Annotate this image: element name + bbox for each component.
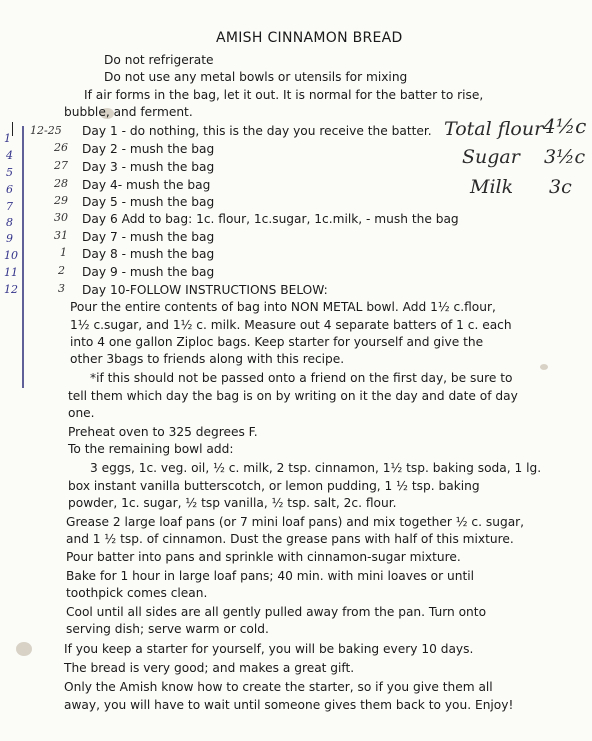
handwritten-note: Total flour: [444, 118, 544, 140]
handwritten-day-number: 1: [4, 132, 11, 145]
body-line: box instant vanilla butterscotch, or lemon pudding, 1 ½ tsp. baking: [68, 479, 480, 493]
body-line: The bread is very good; and makes a great gift.: [64, 661, 355, 675]
handwritten-note: 4½c: [543, 114, 587, 138]
handwritten-day-number: 7: [6, 200, 13, 213]
handwritten-date: 26: [54, 141, 68, 154]
body-line: powder, 1c. sugar, ½ tsp vanilla, ½ tsp. salt, 2c. flour.: [68, 496, 397, 510]
handwritten-date: 27: [54, 159, 68, 172]
margin-tick: [12, 122, 13, 136]
handwritten-note: 3½c: [544, 146, 586, 168]
body-line: toothpick comes clean.: [66, 586, 208, 600]
handwritten-date: 28: [54, 177, 68, 190]
body-line: into 4 one gallon Ziploc bags. Keep starter for yourself and give the: [70, 335, 484, 349]
body-line: Bake for 1 hour in large loaf pans; 40 min. with mini loaves or until: [66, 569, 475, 583]
instruction-line: bubble, and ferment.: [64, 105, 193, 119]
instruction-line: If air forms in the bag, let it out. It is normal for the batter to rise,: [84, 88, 484, 102]
body-line: *if this should not be passed onto a friend on the first day, be sure to: [90, 371, 513, 385]
handwritten-day-number: 9: [6, 232, 13, 245]
margin-ink-line: [22, 126, 24, 388]
handwritten-date: 29: [54, 194, 68, 207]
body-line: Cool until all sides are all gently pulled away from the pan. Turn onto: [66, 605, 487, 619]
body-line: one.: [68, 406, 95, 420]
handwritten-day-number: 4: [6, 149, 13, 162]
handwritten-date: 2: [58, 264, 65, 277]
handwritten-note: Milk: [470, 176, 514, 198]
day-line: Day 8 - mush the bag: [82, 247, 215, 261]
body-line: Only the Amish know how to create the starter, so if you give them all: [64, 680, 493, 694]
instruction-line: Do not use any metal bowls or utensils for mixing: [104, 70, 408, 84]
body-line: Grease 2 large loaf pans (or 7 mini loaf pans) and mix together ½ c. sugar,: [66, 515, 525, 529]
day-line: Day 1 - do nothing, this is the day you receive the batter.: [82, 124, 432, 138]
stain-mark: [540, 364, 548, 370]
handwritten-date: 3: [58, 282, 65, 295]
handwritten-note: Sugar: [462, 146, 520, 168]
handwritten-date: 12-25: [30, 124, 62, 137]
handwritten-day-number: 8: [6, 216, 13, 229]
body-line: serving dish; serve warm or cold.: [66, 622, 269, 636]
body-line: Preheat oven to 325 degrees F.: [68, 425, 258, 439]
handwritten-date: 1: [60, 246, 67, 259]
handwritten-day-number: 10: [4, 249, 18, 262]
body-line: away, you will have to wait until someone gives them back to you. Enjoy!: [64, 698, 514, 712]
body-line: other 3bags to friends along with this recipe.: [70, 352, 345, 366]
body-line: 3 eggs, 1c. veg. oil, ½ c. milk, 2 tsp. cinnamon, 1½ tsp. baking soda, 1 lg.: [90, 461, 542, 475]
day-line: Day 4- mush the bag: [82, 178, 211, 192]
day-line: Day 7 - mush the bag: [82, 230, 215, 244]
body-line: Pour batter into pans and sprinkle with cinnamon-sugar mixture.: [66, 550, 461, 564]
instruction-line: Do not refrigerate: [104, 53, 214, 67]
body-line: If you keep a starter for yourself, you will be baking every 10 days.: [64, 642, 474, 656]
day-line: Day 9 - mush the bag: [82, 265, 215, 279]
body-line: Pour the entire contents of bag into NON METAL bowl. Add 1½ c.flour,: [70, 300, 496, 314]
body-line: 1½ c.sugar, and 1½ c. milk. Measure out 4 separate batters of 1 c. each: [70, 318, 512, 332]
day-line: Day 10-FOLLOW INSTRUCTIONS BELOW:: [82, 283, 328, 297]
handwritten-day-number: 12: [4, 283, 18, 296]
handwritten-day-number: 11: [4, 266, 18, 279]
day-line: Day 3 - mush the bag: [82, 160, 215, 174]
day-line: Day 5 - mush the bag: [82, 195, 215, 209]
stain-mark: [16, 642, 32, 656]
page-title: AMISH CINNAMON BREAD: [216, 30, 403, 46]
body-line: tell them which day the bag is on by writing on it the day and date of day: [68, 389, 518, 403]
day-line: Day 2 - mush the bag: [82, 142, 215, 156]
handwritten-day-number: 6: [6, 183, 13, 196]
handwritten-date: 30: [54, 211, 68, 224]
handwritten-note: 3c: [549, 176, 572, 198]
body-line: and 1 ½ tsp. of cinnamon. Dust the grease pans with half of this mixture.: [66, 532, 514, 546]
handwritten-date: 31: [54, 229, 68, 242]
handwritten-day-number: 5: [6, 166, 13, 179]
day-line: Day 6 Add to bag: 1c. flour, 1c.sugar, 1c.milk, - mush the bag: [82, 212, 459, 226]
body-line: To the remaining bowl add:: [68, 442, 234, 456]
